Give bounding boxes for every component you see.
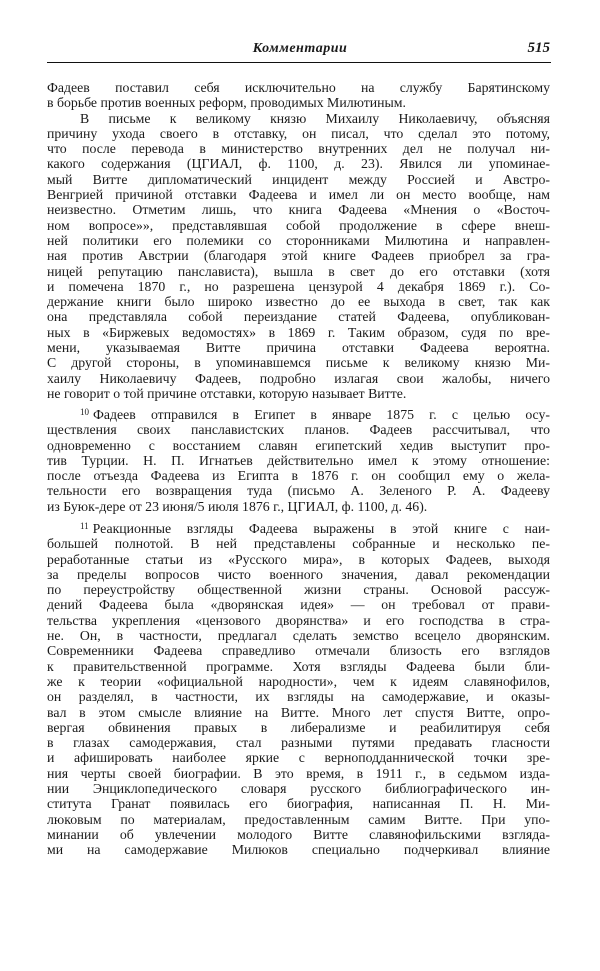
text-line xyxy=(47,407,550,422)
text-line: по переустройству общественной жизни страны. Основой рассуж- xyxy=(47,582,550,598)
page-number: 515 xyxy=(527,40,550,56)
footnote-number: 10 xyxy=(80,407,89,417)
footnote-11 xyxy=(47,521,550,858)
text-line: тельности его возвращения туда (письмо А. Зеленого Р. А. Фадееву xyxy=(47,483,550,499)
text-line: после отъезда Фадеева из Египта в 1876 г. он сообщил ему о жела- xyxy=(47,468,550,484)
text-line: в глазах самодержавия, стал разными путями предавать гласности xyxy=(47,735,550,751)
text-line: Современники Фадеева справедливо отмечали близость его взглядов xyxy=(47,643,550,659)
header-rule xyxy=(47,62,551,63)
text-line: же к теории «официальной народности», чем к идеям славянофилов, xyxy=(47,673,550,689)
text-line: неизвестно. Отметим лишь, что книга Фадеева «Мнения о «Восточ- xyxy=(47,202,550,218)
text-line: держание книги было широко известно до ее выхода в свет, так как xyxy=(47,294,550,310)
text-line: причину ухода своего в отставку, он писал, что сделал это потому, xyxy=(47,125,550,141)
text-line: он разделял, в частности, их взгляды на самодержавие, и оказы- xyxy=(47,689,550,705)
text-line: за пределы вопросов чисто военного значения, давал рекомендации xyxy=(47,566,550,582)
text-line-content: Фадеев отправился в Египет в январе 1875 г. с целью осу- xyxy=(93,407,550,422)
text-line: ном вопросе»», представлявшая собой продолжение в сфере внеш- xyxy=(47,217,550,233)
text-line: в борьбе против военных реформ, проводимых Милютиным. xyxy=(47,95,406,111)
text-line: вал в этом смысле влияние на Витте. Много лет спустя Витте, опро- xyxy=(47,704,550,720)
text-line: не. Он, в частности, предлагал сделать земство всецело дворянским. xyxy=(47,628,550,644)
text-line: минании об увлечении молодого Витте славянофильскими взгляда- xyxy=(47,826,550,842)
text-line: к правительственной программе. Хотя взгляды Фадеева были бли- xyxy=(47,658,550,674)
text-line: Фадеев поставил себя исключительно на службу Барятинскому xyxy=(47,80,550,95)
text-line: В письме к великому князю Михаилу Николаевичу, объясняя xyxy=(80,110,550,126)
text-line: тельства укрепления «цензового дворянства» и его господства в стра- xyxy=(47,612,550,628)
text-line: из Буюк-дере от 23 июня/5 июля 1876 г., ЦГИАЛ, ф. 1100, д. 46). xyxy=(47,498,428,514)
text-line: ней политики его полемики со сторонниками Милютина и направлен- xyxy=(47,232,550,248)
text-line: и помечена 1870 г., но разрешена цензурой 4 декабря 1869 г.). Со- xyxy=(47,278,550,294)
text-line-content: Реакционные взгляды Фадеева выражены в этой книге с наи- xyxy=(92,521,550,536)
text-line: ная против Австрии (благодаря этой книге Фадеев приобрел за гра- xyxy=(47,248,550,264)
text-line: какого содержания (ЦГИАЛ, ф. 1100, д. 23). Явился ли упоминае- xyxy=(47,156,550,172)
text-line: хаилу Николаевичу Фадеев, подробно излагая свои жалобы, ничего xyxy=(47,370,550,386)
text-line: реработанные статьи из «Русского мира», в которых Фадеев, выходя xyxy=(47,551,550,567)
text-line: мый Витте дипломатический инцидент между Россией и Австро- xyxy=(47,171,550,187)
text-line: вергая обвинения правых в либерализме и реабилитируя себя xyxy=(47,719,550,735)
text-line: она представляла собой переиздание статей Фадеева, опубликован- xyxy=(47,309,550,325)
footnote-number: 11 xyxy=(80,521,89,531)
text-line: мени, указываемая Витте причина отставки Фадеева вероятна. xyxy=(47,340,550,356)
body-text xyxy=(47,80,550,401)
text-line: нии Энциклопедического словаря русского библиографического ин- xyxy=(47,781,550,797)
text-line: ститута Гранат появилась его биография, написанная П. Н. Ми- xyxy=(47,796,550,812)
text-line: не говорит о той причине отставки, которую называет Витте. xyxy=(47,385,407,401)
text-line: дений Фадеева была «дворянская идея» — он требовал от прави- xyxy=(47,597,550,613)
text-line: что после перевода в министерство внутренних дел не получал ни- xyxy=(47,141,550,157)
text-line xyxy=(47,521,550,536)
text-line: Венгрией причиной отставки Фадеева и имел ли он место вообще, нам xyxy=(47,187,550,203)
text-line: С другой стороны, в упоминавшемся письме к великому князю Ми- xyxy=(47,355,550,371)
text-line: ми на самодержавие Милюков специально подчеркивал влияние xyxy=(47,842,550,858)
running-header-title: Комментарии xyxy=(252,41,348,56)
text-line: люковым по материалам, предоставленным самим Витте. При упо- xyxy=(47,811,550,827)
text-line: одновременно с восстанием славян египетский хедив выступит про- xyxy=(47,437,550,453)
text-line: и афишировать наиболее яркие с верноподданнической точки зре- xyxy=(47,750,550,766)
text-line: ных в «Биржевых ведомостях» в 1869 г. Таким образом, судя по вре- xyxy=(47,324,550,340)
text-line: ществления своих панславистских планов. Фадеев рассчитывал, что xyxy=(47,422,550,438)
text-line: тив Турции. Н. П. Игнатьев действительно имел к этому отношение: xyxy=(47,452,550,468)
text-line: ния черты своей биографии. В это время, в 1911 г., в седьмом изда- xyxy=(47,765,550,781)
text-line: большей полнотой. В ней представлены собранные и несколько пе- xyxy=(47,536,550,552)
footnote-10 xyxy=(47,407,550,514)
text-line: ницей репутацию панслависта), вышла в свет до его отставки (хотя xyxy=(47,263,550,279)
